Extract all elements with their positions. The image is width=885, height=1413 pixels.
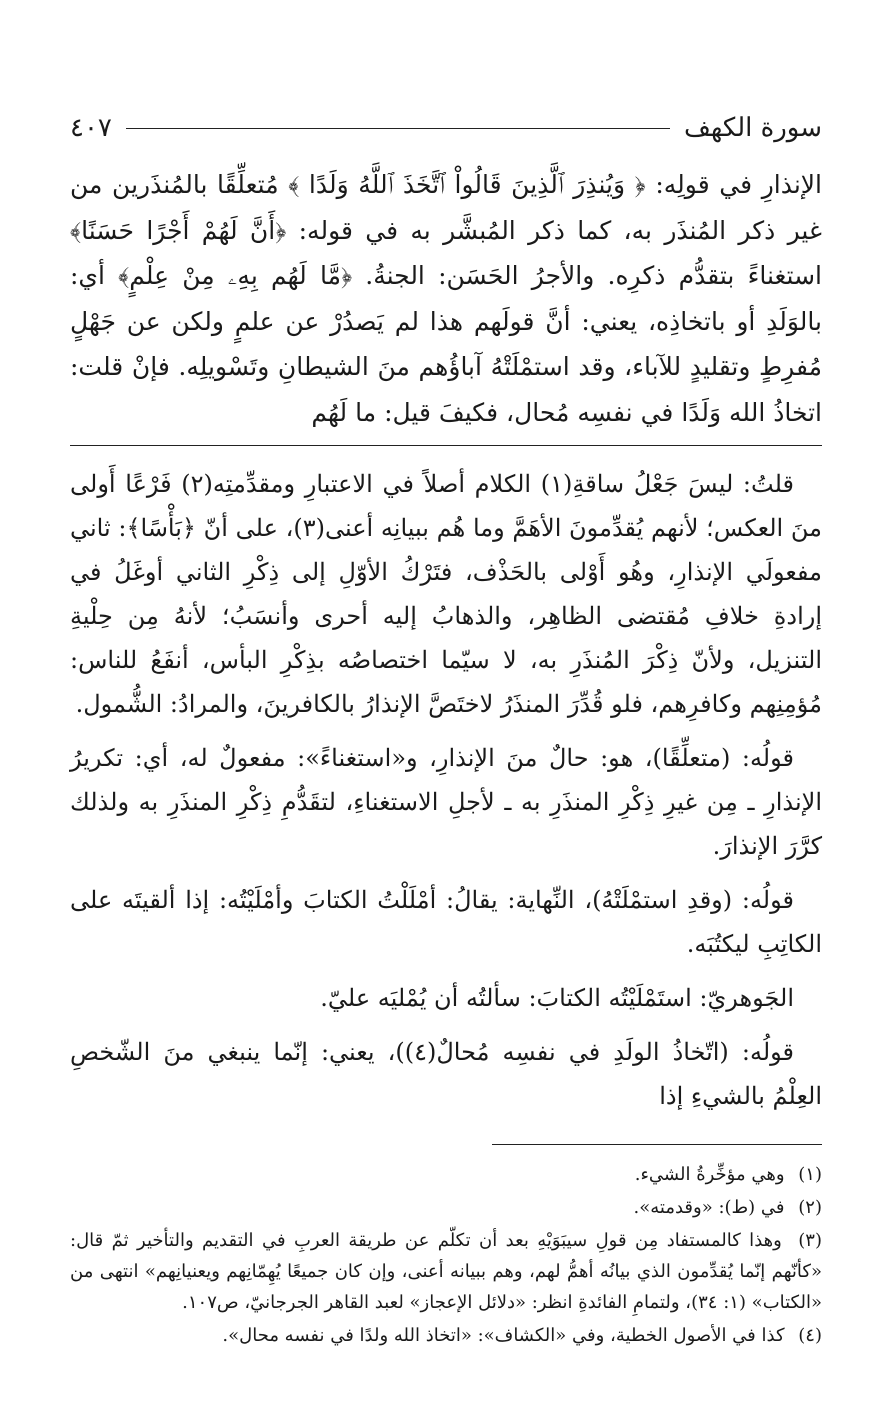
surah-title: سورة الكهف <box>683 113 822 143</box>
footnote-number: (٣) <box>798 1230 822 1251</box>
footnote-1 <box>70 1159 822 1190</box>
footnote-text: كذا في الأصول الخطية، وفي «الكشاف»: «اتخاذ الله ولدًا في نفسه محال». <box>222 1325 785 1346</box>
footnote-2 <box>70 1192 822 1223</box>
footnote-number: (١) <box>798 1164 822 1185</box>
main-commentary-text: الإنذارِ في قولِه: ﴿ وَيُنذِرَ ٱلَّذِينَ قَالُواْ ٱتَّخَذَ ٱللَّهُ وَلَدًا ﴾ مُتعلِّقًا بالمُنذَرين من غير ذكر المُنذَر به، كما ذكر المُبشَّر به في قوله: ﴿أَنَّ لَهُمْ أَجْرًا حَسَنًا﴾ استغناءً بتقدُّم ذكرِه. والأجرُ الحَسَن: الجنةُ. ﴿مَّا لَهُم بِهِۦ مِنْ عِلْمٍ﴾ أي: بالوَلَدِ أو باتخاذِه، يعني: أنَّ قولَهم هذا لم يَصدُرْ عن علمٍ ولكن عن جَهْلٍ مُفرِطٍ وتقليدٍ للآباء، وقد استمْلَتْهُ آباؤُهم منَ الشيطانِ وتَسْويلِه. فإنْ قلت: اتخاذُ الله وَلَدًا في نفسِه مُحال، فكيفَ قيل: ما لَهُم <box>70 170 823 427</box>
footnote-text: وهذا كالمستفاد مِن قولِ سيبَوَيْهِ بعد أن تكلّم عن طريقة العربِ في التقديم والتأخير ثمّ قال: «كأنّهم إنّما يُقدِّمون الذي بيانُه أهمُّ لهم، وهم ببيانه أعنى، وإن كان جميعًا يُهِمّانِهم ويعنيانِهم» انتهى من «الكتاب» (١: ٣٤)، ولتمامِ الفائدةِ انظر: «دلائل الإعجاز» لعبد القاهر الجرجانيّ، ص١٠٧. <box>70 1230 822 1313</box>
footnote-number: (٢) <box>798 1197 822 1218</box>
page-number: ٤٠٧ <box>70 113 112 143</box>
gloss-paragraph-5: قولُه: (اتّخاذُ الولَدِ في نفسِه مُحالٌ(٤))، يعني: إنّما ينبغي منَ الشّخصِ العِلْمُ بالشيءِ إذا <box>70 1038 822 1110</box>
gloss-paragraph-4: الجَوهريّ: استَمْلَيْتُه الكتابَ: سألتُه أن يُمْليَه عليّ. <box>320 984 794 1012</box>
header-rule <box>126 128 670 129</box>
gloss-paragraph-1: قلتُ: ليسَ جَعْلُ ساقةِ(١) الكلام أصلاً في الاعتبارِ ومقدِّمتِه(٢) فَرْعًا أَولى منَ العكس؛ لأنهم يُقدِّمونَ الأهَمَّ وما هُم ببيانِه أعنى(٣)، على أنّ ﴿بَأْسًا﴾: ثاني مفعولَي الإنذارِ، وهُو أَوْلى بالحَذْف، فتَرْكُ الأوّلِ إلى ذِكْرِ الثاني أوغَلُ في إرادةِ خلافِ مُقتضى الظاهِر، والذهابُ إليه أحرى وأنسَبُ؛ لأنهُ مِن حِلْيةِ التنزيل، ولأنّ ذِكْرَ المُنذَرِ به، لا سيّما اختصاصُه بذِكْرِ البأس، أنفَعُ للناس: مُؤمِنِهم وكافرِهم، فلو قُدِّرَ المنذَرُ لاختَصَّ الإنذارُ بالكافرينَ، والمرادُ: الشُّمول. <box>70 470 822 718</box>
footnote-4 <box>70 1320 822 1351</box>
book-page <box>70 108 822 1353</box>
footnotes <box>70 1159 822 1351</box>
footnote-divider <box>492 1144 822 1145</box>
page-header <box>70 108 822 148</box>
footnote-text: في (ط): «وقدمته». <box>633 1197 785 1218</box>
footnote-number: (٤) <box>798 1325 822 1346</box>
footnote-text: وهي مؤخِّرةُ الشيء. <box>634 1164 785 1185</box>
gloss-paragraph-3: قولُه: (وقدِ استمْلَتْهُ)، النِّهاية: يقالُ: أمْلَلْتُ الكتابَ وأمْلَيْتُه: إذا ألقيتَه على الكاتِبِ ليكتُبَه. <box>70 886 822 958</box>
gloss-paragraph-2: قولُه: (متعلِّقًا)، هو: حالٌ منَ الإنذارِ، و«استغناءً»: مفعولٌ له، أي: تكريرُ الإنذارِ ـ مِن غيرِ ذِكْرِ المنذَرِ به ـ لأجلِ الاستغناءِ، لتقَدُّمِ ذِكْرِ المنذَرِ به ولذلك كرَّرَ الإنذارَ. <box>70 744 822 860</box>
section-divider <box>70 445 822 446</box>
footnote-3 <box>70 1225 822 1318</box>
